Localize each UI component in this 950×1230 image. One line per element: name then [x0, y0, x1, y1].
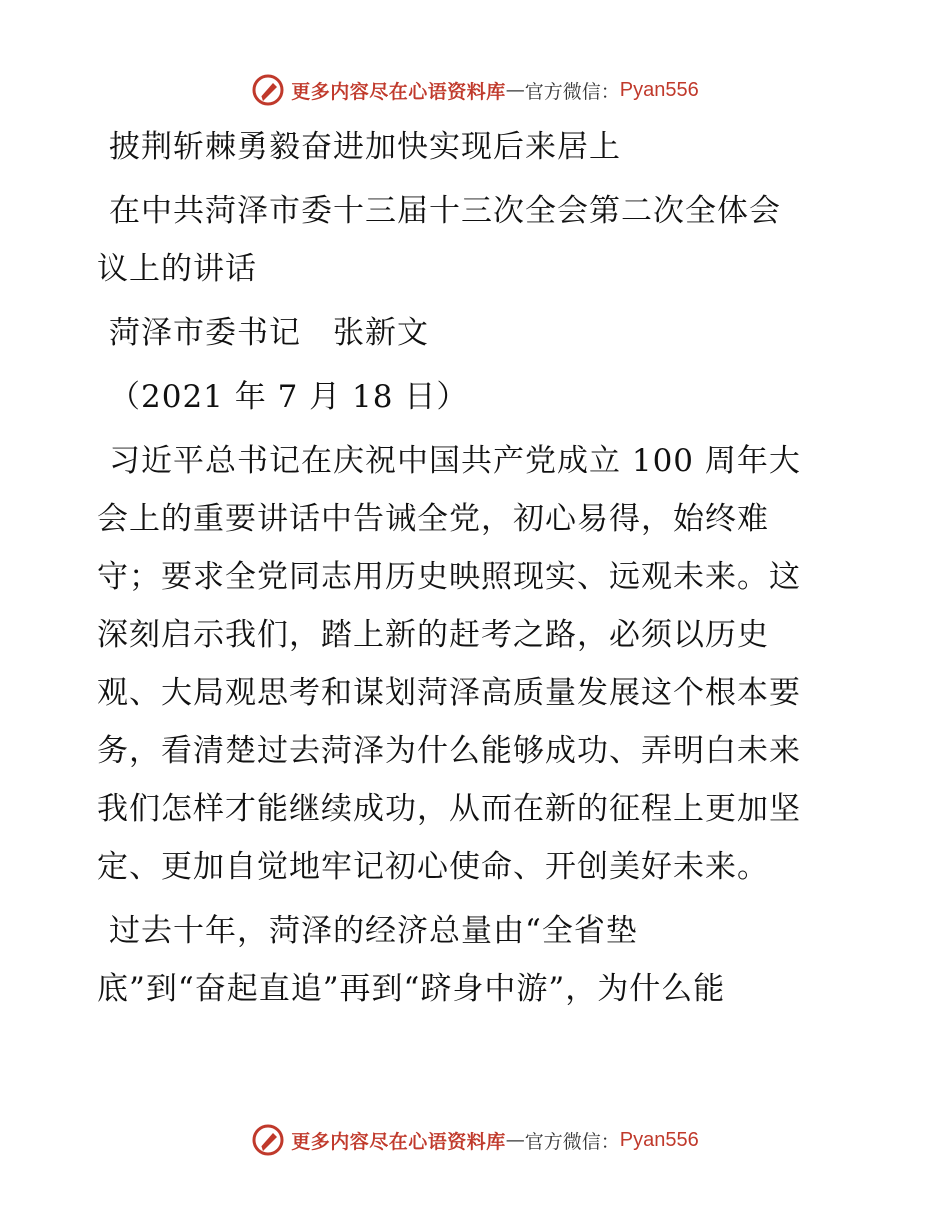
pen-logo-icon	[251, 73, 285, 107]
paragraph-1-line-6: 务，看清楚过去菏泽为什么能够成功、弄明白未来	[97, 733, 801, 769]
paragraph-1-line-8: 定、更加自觉地牢记初心使命、开创美好未来。	[97, 849, 769, 885]
paragraph-1-line-4: 深刻启示我们，踏上新的赶考之路，必须以历史	[97, 617, 769, 653]
document-author: 菏泽市委书记 张新文	[109, 315, 429, 351]
header-dash: —	[505, 79, 525, 101]
document-title: 披荆斩棘勇毅奋进加快实现后来居上	[109, 129, 621, 165]
paragraph-2-line-1: 过去十年，菏泽的经济总量由“全省垫	[109, 913, 638, 949]
document-subtitle-line-2: 议上的讲话	[97, 251, 257, 287]
document-body	[97, 118, 857, 1018]
footer-wechat-id: Pyan556	[619, 1128, 699, 1151]
paragraph-1-line-3: 守；要求全党同志用历史映照现实、远观未来。这	[97, 559, 801, 595]
header-wechat-label: 官方微信：	[524, 80, 620, 103]
paragraph-2-line-2: 底”到“奋起直追”再到“跻身中游”，为什么能	[97, 971, 726, 1007]
header-wechat-id: Pyan556	[619, 78, 699, 101]
footer-banner	[0, 1120, 950, 1160]
pen-logo-icon	[251, 1123, 285, 1157]
footer-banner-text: 更多内容尽在心语资料库	[291, 1130, 506, 1153]
footer-wechat-label: 官方微信：	[524, 1130, 620, 1153]
header-banner-text: 更多内容尽在心语资料库	[291, 80, 506, 103]
paragraph-1-line-2: 会上的重要讲话中告诫全党，初心易得，始终难	[97, 501, 769, 537]
document-date: （2021 年 7 月 18 日）	[109, 379, 469, 415]
paragraph-1-line-7: 我们怎样才能继续成功，从而在新的征程上更加坚	[97, 791, 801, 827]
document-subtitle-line-1: 在中共菏泽市委十三届十三次全会第二次全体会	[109, 193, 781, 229]
header-banner	[0, 70, 950, 110]
paragraph-1-line-1: 习近平总书记在庆祝中国共产党成立 100 周年大	[109, 443, 801, 479]
paragraph-1-line-5: 观、大局观思考和谋划菏泽高质量发展这个根本要	[97, 675, 801, 711]
footer-dash: —	[505, 1129, 525, 1151]
